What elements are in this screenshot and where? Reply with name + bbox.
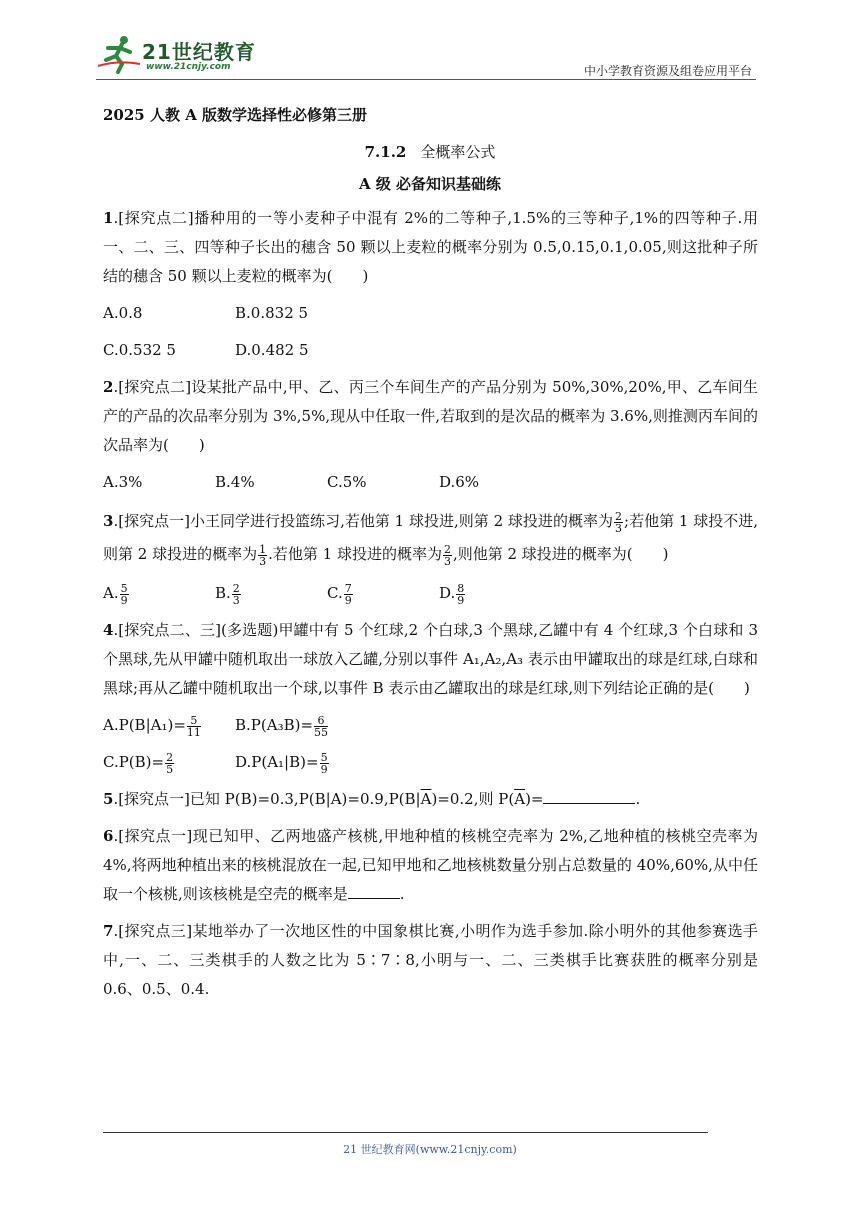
option-b: B.P(A₃B)= $\frac{6}{55}$ xyxy=(235,713,329,739)
option-c: C.P(B)= $\frac{2}{5}$ xyxy=(103,750,174,776)
option-b: B. $\frac{2}{3}$ xyxy=(215,581,240,607)
question-text: .[探究点二、三](多选题)甲罐中有 5 个红球,2 个白球,3 个黑球,乙罐中有 4 个红球,3 个白球和 3 个黑球,先从甲罐中随机取出一球放入乙罐,分别以事件 A₁,A₂,A₃ 表示由甲罐取出的球是红球,白球和黑球;再从乙罐中随机取出一个球,以事件 B 表示由乙罐取出的球是红球,则下列结论正确的是( ) xyxy=(103,621,758,697)
runner-logo-icon xyxy=(96,34,142,74)
question-text: .[探究点一]现已知甲、乙两地盛产核桃,甲地种植的核桃空壳率为 2%,乙地种植的核桃空壳率为 4%,将两地种植出来的核桃混放在一起,已知甲地和乙地核桃数量分别占总数量的 40%,60%,从中任取一个核桃,则该核桃是空壳的概率是 xyxy=(103,827,758,903)
site-logo xyxy=(96,34,266,78)
question-1: 1.[探究点二]播种用的一等小麦种子中混有 2%的二等种子,1.5%的三等种子,1%的四等种子.用一、二、三、四等种子长出的穗含 50 颗以上麦粒的概率分别为 0.5,0.15,0.1,0.05,则这批种子所结的穗含 50 颗以上麦粒的概率为( ) xyxy=(103,209,758,285)
options-row xyxy=(103,468,758,497)
section-title: 全概率公式 xyxy=(420,143,496,161)
option-c: C. $\frac{7}{9}$ xyxy=(327,581,352,607)
option-a: A.3% xyxy=(103,473,143,491)
option-d: D. $\frac{8}{9}$ xyxy=(439,581,465,607)
question-3: 3.[探究点一]小王同学进行投篮练习,若他第 1 球投进,则第 2 球投进的概率为 $\frac{2}{3}$ ;若他第 1 球投不进,则第 2 球投进的概率为 $\frac{1}{3}$ .若他第 1 球投进的概率为 $\frac{2}{3}$ ,则他第 2 球投进的概率为( ) xyxy=(103,509,759,568)
fraction: $\frac{2}{3}$ xyxy=(615,509,622,535)
header-tagline: 中小学教育资源及组卷应用平台 xyxy=(583,64,752,78)
option-d: D.P(A₁|B)= $\frac{5}{9}$ xyxy=(235,750,328,776)
option-b: B.4% xyxy=(215,473,255,491)
options-row xyxy=(103,748,758,777)
option-b: B.0.832 5 xyxy=(235,304,309,322)
page-footer: 21 世纪教育网(www.21cnjy.com) xyxy=(343,1143,517,1156)
section-number: 7.1.2 xyxy=(364,143,407,161)
fraction: $\frac{1}{3}$ xyxy=(259,542,267,568)
level-heading: A 级 必备知识基础练 xyxy=(358,175,502,193)
question-6: 6.[探究点一]现已知甲、乙两地盛产核桃,甲地种植的核桃空壳率为 2%,乙地种植的核桃空壳率为 4%,将两地种植出来的核桃混放在一起,已知甲地和乙地核桃数量分别占总数量的 40%,60%,从中任取一个核桃,则该核桃是空壳的概率是 . xyxy=(103,827,758,903)
logo-url: www.21cnjy.com xyxy=(146,62,231,72)
option-a: A. $\frac{5}{9}$ xyxy=(103,581,128,607)
question-4: 4.[探究点二、三](多选题)甲罐中有 5 个红球,2 个白球,3 个黑球,乙罐中有 4 个红球,3 个白球和 3 个黑球,先从甲罐中随机取出一球放入乙罐,分别以事件 A₁,A₂,A₃ 表示由甲罐取出的球是红球,白球和黑球;再从乙罐中随机取出一个球,以事件 B 表示由乙罐取出的球是红球,则下列结论正确的是( ) xyxy=(103,621,758,697)
question-2: 2.[探究点二]设某批产品中,甲、乙、丙三个车间生产的产品分别为 50%,30%,20%,甲、乙车间生产的产品的次品率分别为 3%,5%,现从中任取一件,若取到的是次品的概率为 3.6%,则推测丙车间的次品率为( ) xyxy=(103,378,758,454)
header-divider xyxy=(96,79,756,80)
option-d: D.0.482 5 xyxy=(235,341,309,359)
book-title: 2025 人教 A 版数学选择性必修第三册 xyxy=(103,106,368,124)
answer-blank[interactable] xyxy=(348,882,400,899)
option-a: A.P(B|A₁)= $\frac{5}{11}$ xyxy=(103,713,201,739)
section-heading xyxy=(0,141,860,162)
fraction: $\frac{2}{3}$ xyxy=(443,542,451,568)
options-row xyxy=(103,336,758,365)
options-row xyxy=(103,711,758,740)
question-5: 5.[探究点一]已知 $P(B)=0.3,P(B|A)=0.9,P(B|\overline{A})=0.2$,则 $P(\overline{A})=$ . xyxy=(103,785,758,814)
logo-text: 21世纪教育 xyxy=(142,40,256,64)
question-7: 7.[探究点三]某地举办了一次地区性的中国象棋比赛,小明作为选手参加.除小明外的其他参赛选手中,一、二、三类棋手的人数之比为 5∶7∶8,小明与一、二、三类棋手比赛获胜的概率分别是 0.6、0.5、0.4. xyxy=(103,922,758,998)
option-d: D.6% xyxy=(439,473,480,491)
footer-divider xyxy=(103,1132,708,1133)
option-a: A.0.8 xyxy=(103,304,143,322)
answer-blank[interactable] xyxy=(543,787,635,804)
options-row xyxy=(103,579,758,608)
option-c: C.0.532 5 xyxy=(103,341,176,359)
option-c: C.5% xyxy=(327,473,367,491)
question-list xyxy=(103,204,758,1012)
page-header xyxy=(96,34,756,78)
question-text: .[探究点二]设某批产品中,甲、乙、丙三个车间生产的产品分别为 50%,30%,20%,甲、乙车间生产的产品的次品率分别为 3%,5%,现从中任取一件,若取到的是次品的概率为 3.6%,则推测丙车间的次品率为( ) xyxy=(103,378,758,454)
question-text: .[探究点二]播种用的一等小麦种子中混有 2%的二等种子,1.5%的三等种子,1%的四等种子.用一、二、三、四等种子长出的穗含 50 颗以上麦粒的概率分别为 0.5,0.15,0.1,0.05,则这批种子所结的穗含 50 颗以上麦粒的概率为( ) xyxy=(103,209,758,285)
question-text: .[探究点三]某地举办了一次地区性的中国象棋比赛,小明作为选手参加.除小明外的其他参赛选手中,一、二、三类棋手的人数之比为 5∶7∶8,小明与一、二、三类棋手比赛获胜的概率分别是 0.6、0.5、0.4. xyxy=(103,922,758,998)
options-row xyxy=(103,299,758,328)
